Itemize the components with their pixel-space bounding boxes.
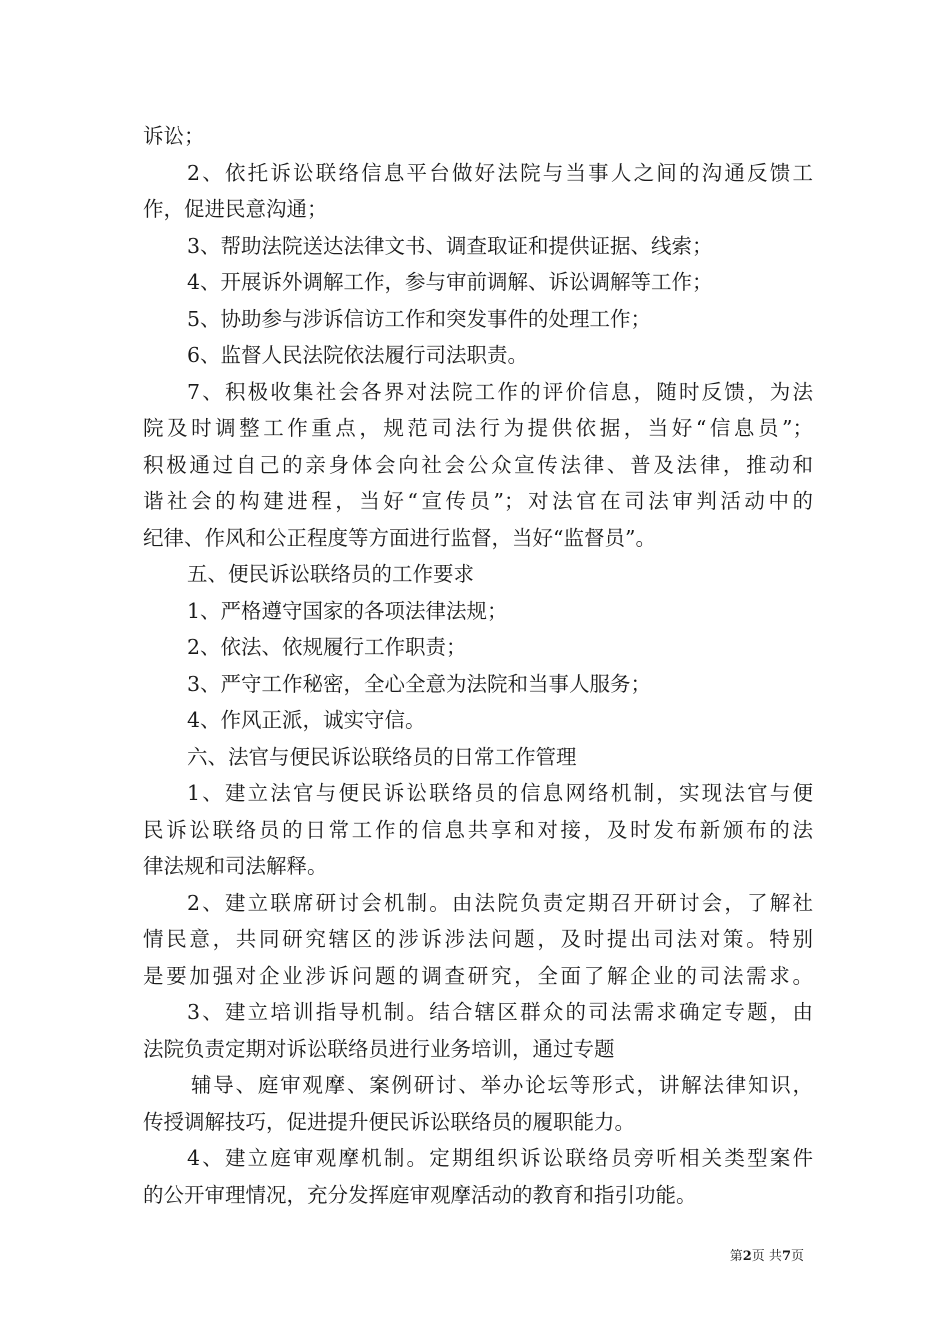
text-line: 3、严守工作秘密，全心全意为法院和当事人服务；	[187, 671, 652, 696]
text-line: 3、帮助法院送达法律文书、调查取证和提供证据、线索；	[187, 233, 713, 258]
text-line: 2、依托诉讼联络信息平台做好法院与当事人之间的沟通反馈工	[187, 160, 813, 185]
text-line: 情民意，共同研究辖区的涉诉涉法问题，及时提出司法对策。特别	[143, 927, 813, 951]
text-line: 谐社会的构建进程，当好“宣传员”；对法官在司法审判活动中的	[143, 489, 813, 513]
current-page-number: 2	[742, 1249, 752, 1264]
text-line: 的公开审理情况，充分发挥庭审观摩活动的教育和指引功能。	[143, 1182, 697, 1207]
text-line: 纪律、作风和公正程度等方面进行监督，当好“监督员”。	[143, 525, 656, 550]
text-line: 7、积极收集社会各界对法院工作的评价信息，随时反馈，为法	[187, 379, 813, 404]
text-line: 辅导、庭审观摩、案例研讨、举办论坛等形式，讲解法律知识，	[191, 1073, 813, 1097]
text-line: 院及时调整工作重点，规范司法行为提供依据，当好“信息员”；	[143, 416, 813, 440]
text-line: 2、依法、依规履行工作职责；	[187, 635, 467, 659]
footer-suffix: 页	[790, 1249, 804, 1264]
text-line: 1、建立法官与便民诉讼联络员的信息网络机制，实现法官与便	[187, 781, 813, 805]
text-line: 4、作风正派，诚实守信。	[187, 708, 426, 732]
total-pages-number: 7	[781, 1249, 791, 1264]
text-line: 4、建立庭审观摩机制。定期组织诉讼联络员旁听相关类型案件	[187, 1146, 813, 1170]
text-line: 五、便民诉讼联络员的工作要求	[187, 562, 474, 586]
footer-middle: 页 共	[751, 1249, 782, 1264]
text-line: 传授调解技巧，促进提升便民诉讼联络员的履职能力。	[143, 1109, 635, 1134]
text-line: 诉讼；	[143, 124, 205, 148]
document-body	[143, 118, 813, 1213]
page-footer	[730, 1245, 804, 1264]
footer-prefix: 第	[729, 1249, 743, 1264]
text-line: 民诉讼联络员的日常工作的信息共享和对接，及时发布新颁布的法	[143, 817, 813, 842]
text-line: 5、协助参与涉诉信访工作和突发事件的处理工作；	[187, 306, 652, 331]
text-line: 1、严格遵守国家的各项法律法规；	[187, 598, 508, 623]
text-line: 2、建立联席研讨会机制。由法院负责定期召开研讨会，了解社	[187, 890, 813, 915]
text-line: 律法规和司法解释。	[143, 854, 328, 878]
text-line: 作，促进民意沟通；	[143, 197, 328, 221]
text-line: 法院负责定期对诉讼联络员进行业务培训，通过专题	[143, 1036, 615, 1061]
text-line: 3、建立培训指导机制。结合辖区群众的司法需求确定专题，由	[187, 1000, 813, 1024]
text-line: 是要加强对企业涉诉问题的调查研究，全面了解企业的司法需求。	[143, 963, 813, 988]
text-line: 六、法官与便民诉讼联络员的日常工作管理	[187, 744, 577, 769]
text-line: 6、监督人民法院依法履行司法职责。	[187, 343, 529, 367]
text-line: 4、开展诉外调解工作，参与审前调解、诉讼调解等工作；	[187, 270, 713, 294]
text-line: 积极通过自己的亲身体会向社会公众宣传法律、普及法律，推动和	[143, 452, 813, 477]
